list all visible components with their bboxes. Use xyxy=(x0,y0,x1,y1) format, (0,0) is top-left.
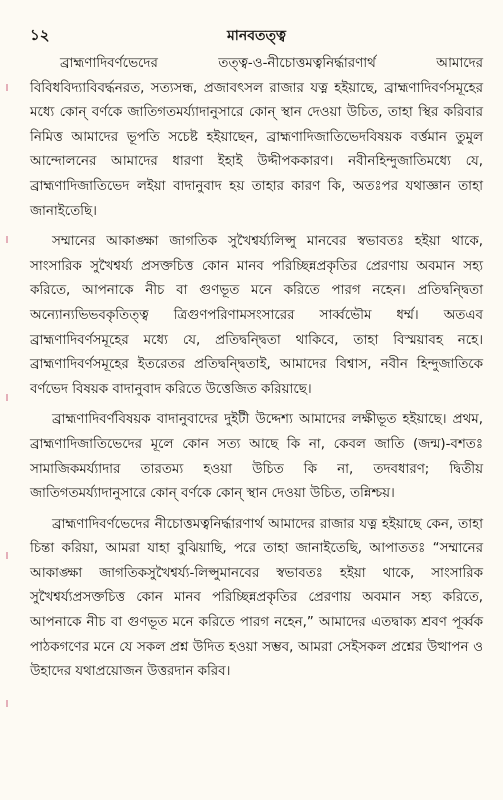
page-header xyxy=(30,24,483,46)
running-title: মানবতত্ত্ব xyxy=(227,28,286,44)
margin-ink-mark xyxy=(6,394,8,401)
margin-ink-mark xyxy=(6,552,8,559)
paragraph-1: ব্রাহ্মণাদিবর্ণভেদের তত্ত্ব-ও-নীচোত্তমত্বনির্দ্ধারণার্থ আমাদের বিবিধবিদ্যাবিবর্দ্ধনরত, সত্যসন্ধ, প্রজাবৎসল রাজার যত্ন হইয়াছে, ব্রাহ্মণাদিবর্ণসমূহের মধ্যে কোন্ বর্ণকে জাতিগতমর্য্যাদানুসারে কোন্ স্থান দেওয়া উচিত, তাহা স্থির করিবার নিমিত্ত আমাদের ভূপতি সচেষ্ট হইয়াছেন, ব্রাহ্মণাদিজাতিভেদবিষয়ক বর্ত্তমান তুমুল আন্দোলনের আমাদের ধারণা ইহাই উদ্দীপককারণ। নবীনহিন্দুজাতিমধ্যে যে, ব্রাহ্মণাদিজাতিভেদ লইয়া বাদানুবাদ হয় তাহার কারণ কি, অতঃপর যথাজ্ঞান তাহা জানাইতেছি। xyxy=(30,56,483,219)
margin-ink-mark xyxy=(6,84,8,91)
paragraph-4: ব্রাহ্মণাদিবর্ণভেদের নীচোত্তমত্বনির্দ্ধারণার্থ আমাদের রাজার যত্ন হইয়াছে কেন, তাহা চিন্তা করিয়া, আমরা যাহা বুঝিয়াছি, পরে তাহা জানাইতেছি, আপাততঃ “সম্মানের আকাঙ্ক্ষা জাগতিকসুখৈশ্বর্য্য-লিপ্সুমানবের স্বভাবতঃ হইয়া থাকে, সাংসারিক সুখৈশ্বর্য্যপ্রসক্তচিত্ত কোন মানব পরিচ্ছিন্নপ্রকৃতির প্রেরণায় অবমান সহ্য করিতে, আপনাকে নীচ বা গুণভূত মনে করিতে পারগ নহেন,” আমাদের এতদ্বাক্য শ্রবণ পূর্ব্বক পাঠকগণের মনে যে সকল প্রশ্ন উদিত হওয়া সম্ভব, আমরা সেইসকল প্রশ্নের উত্থাপন ও উহাদের যথাপ্রয়োজন উত্তরদান করিব। xyxy=(30,516,483,680)
paragraph-3: ব্রাহ্মণাদিবর্ণবিষয়ক বাদানুবাদের দুইটী উদ্দেশ্য আমাদের লক্ষীভূত হইয়াছে। প্রথম, ব্রাহ্মণাদিজাতিভেদের মূলে কোন সত্য আছে কি না, কেবল জাতি (জন্ম)-বশতঃ সামাজিকমর্য্যাদার তারতম্য হওয়া উচিত কি না, তদবধারণ; দ্বিতীয় জাতিগতমর্য্যাদানুসারে কোন্ বর্ণকে কোন্ স্থান দেওয়া উচিত, তন্নিশ্চয়। xyxy=(30,412,483,502)
page-number: ১২ xyxy=(30,26,50,44)
paragraph-2: সম্মানের আকাঙ্ক্ষা জাগতিক সুখৈশ্বর্য্যলিপ্সু মানবের স্বভাবতঃ হইয়া থাকে, সাংসারিক সুখৈশ্বর্য্য প্রসক্তচিত্ত কোন মানব পরিচ্ছিন্নপ্রকৃতির প্রেরণায় অবমান সহ্য করিতে, আপনাকে নীচ বা গুণভূত মনে করিতে পারগ নহেন। প্রতিদ্বন্দ্বিতা অন্যোন্যভিভবকৃতিত্ত্ব ত্রিগুণপরিণামসংসারের সার্ব্বভৌম ধর্ম্ম। অতএব ব্রাহ্মণাদিবর্ণসমূহের মধ্যে যে, প্রতিদ্বন্দ্বিতা থাকিবে, তাহা বিস্ময়াবহ নহে। ব্রাহ্মণাদিবর্ণসমূহের ইতরেতর প্রতিদ্বন্দ্বিতাই, আমাদের বিশ্বাস, নবীন হিন্দুজাতিকে বর্ণভেদ বিষয়ক বাদানুবাদ করিতে উত্তেজিত করিয়াছে। xyxy=(30,234,483,397)
margin-ink-mark xyxy=(6,700,8,707)
margin-ink-mark xyxy=(6,236,8,243)
